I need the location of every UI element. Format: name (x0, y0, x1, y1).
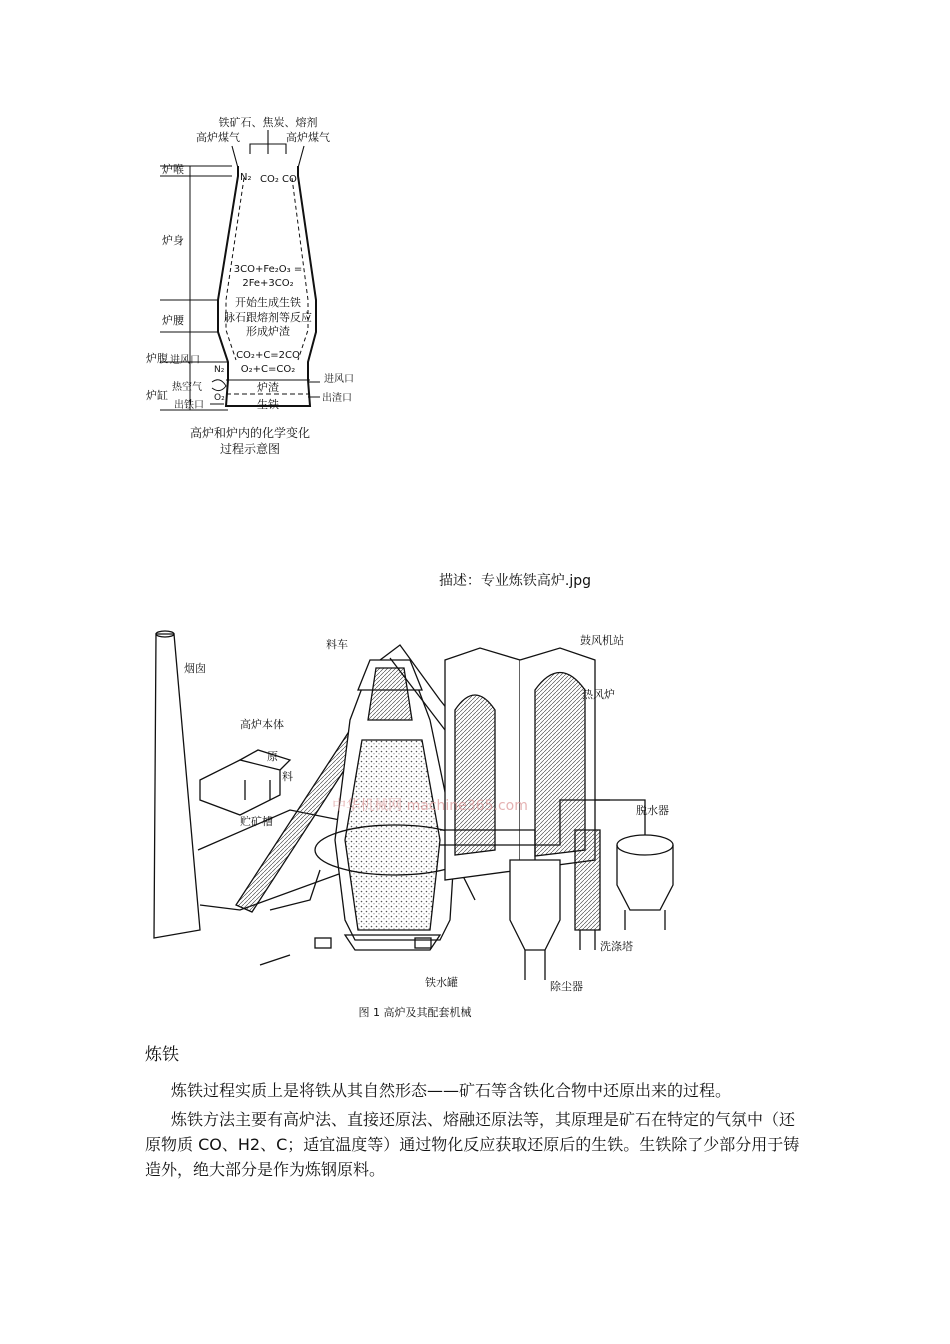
hot-air-label: 热空气 (172, 382, 202, 393)
charging-car-label: 料车 (326, 638, 348, 651)
dehydrator-label: 脱水器 (636, 804, 669, 817)
reaction-line-1: 3CO+Fe₂O₃ = (233, 264, 303, 275)
n2-label: N₂ (240, 172, 252, 183)
air-in-right-label: 进风口 (324, 374, 354, 385)
raw-material-label-2: 料 (282, 770, 293, 783)
note-line-3: 形成炉渣 (246, 325, 290, 338)
chimney-label: 烟囱 (184, 662, 206, 675)
watermark-text: 中华机械网 machine365.com (332, 798, 528, 814)
furnace-chemistry-diagram (140, 110, 380, 460)
section-title: 炼铁 (145, 1045, 179, 1065)
paragraph-1: 炼铁过程实质上是将铁从其自然形态——矿石等含铁化合物中还原出来的过程。 (171, 1081, 732, 1100)
furnace-body-label: 高炉本体 (240, 718, 284, 731)
ore-bin-label: 贮矿槽 (240, 815, 273, 828)
paragraph-2: 炼铁方法主要有高炉法、直接还原法、熔融还原法等，其原理是矿石在特定的气氛中（还原物质 CO、H2、C；适宜温度等）通过物化反应获取还原后的生铁。生铁除了少部分用于铸造外，绝大部分是作为炼钢原料。 (145, 1110, 800, 1179)
o2-label: O₂ (214, 393, 225, 403)
zone-label-shaft: 炉身 (162, 234, 184, 247)
top-inputs-label: 铁矿石、焦炭、熔剂 (218, 116, 318, 129)
zone-label-bosh: 炉腹 (146, 352, 168, 365)
equation-1: CO₂+C=2CO (236, 350, 300, 361)
gas-right-label: 高炉煤气 (286, 131, 330, 144)
zone-label-belly: 炉腰 (162, 314, 184, 327)
hot-stove-label: 热风炉 (582, 688, 615, 701)
pig-iron-label: 生铁 (257, 398, 279, 411)
zone-label-throat: 炉喉 (162, 163, 184, 176)
note-line-2: 脉石跟熔剂等反应 (224, 311, 312, 324)
iron-out-label: 出铁口 (174, 400, 204, 411)
air-in-left-label: 进风口 (170, 355, 200, 366)
chimney-shape (154, 634, 200, 938)
slag-label: 炉渣 (257, 381, 279, 394)
co2-co-label: CO₂ CO (260, 174, 297, 185)
gas-left-label: 高炉煤气 (196, 131, 240, 144)
slag-out-label: 出渣口 (322, 393, 352, 404)
reaction-line-2: 2Fe+3CO₂ (242, 278, 294, 289)
n2-low-label: N₂ (214, 365, 225, 375)
raw-material-label-1: 原 (267, 750, 278, 763)
ladle-label: 铁水罐 (425, 976, 458, 989)
blower-label: 鼓风机站 (580, 634, 624, 647)
note-line-1: 开始生成生铁 (235, 296, 301, 309)
scrubber-label: 洗涤塔 (600, 940, 633, 953)
image-caption: 描述：专业炼铁高炉.jpg (438, 573, 592, 589)
zone-label-hearth: 炉缸 (146, 389, 168, 402)
figure1-title-line-1: 高炉和炉内的化学变化 (189, 426, 311, 440)
equation-2: O₂+C=CO₂ (240, 364, 296, 375)
figure2-caption: 图 1 高炉及其配套机械 (358, 1006, 472, 1019)
figure1-title-line-2: 过程示意图 (219, 442, 281, 456)
dust-catcher-label: 除尘器 (550, 980, 583, 993)
blast-furnace-plant-illustration (140, 620, 700, 1030)
